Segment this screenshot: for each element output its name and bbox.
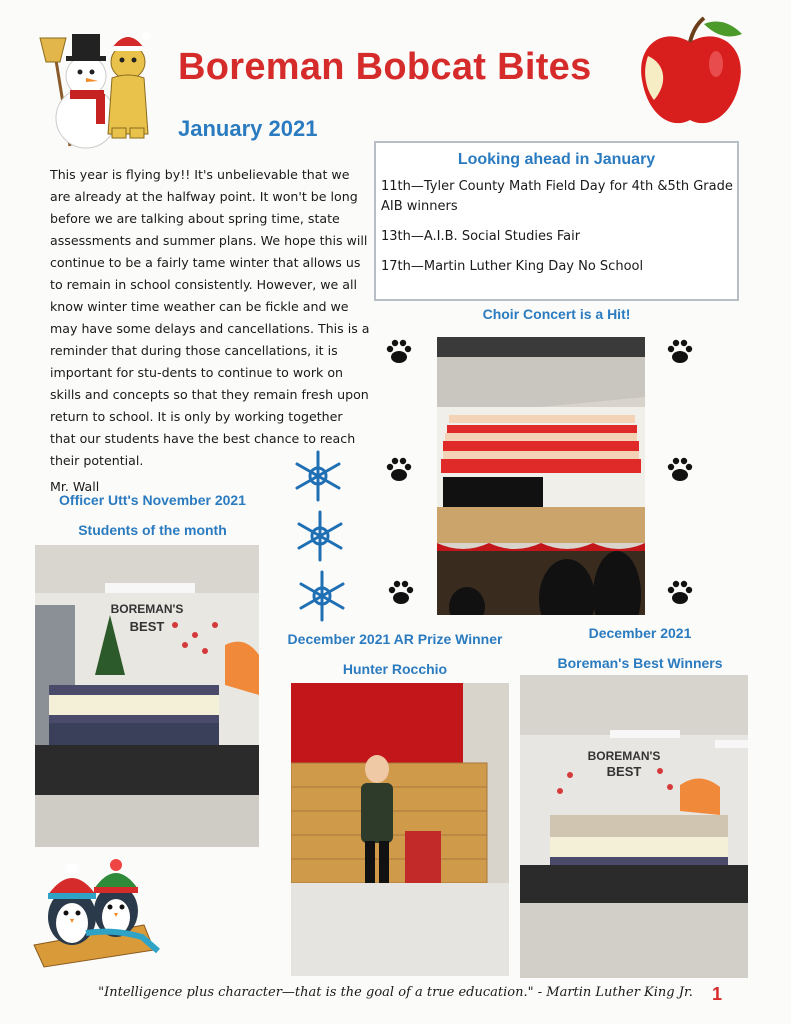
boremans-best-photo <box>520 675 748 978</box>
paw-print-icon <box>665 455 695 485</box>
banner-text: BEST <box>129 619 165 634</box>
lookahead-item: 13th—A.I.B. Social Studies Fair <box>381 229 581 244</box>
paw-print-icon <box>665 578 695 608</box>
ar-heading: December 2021 AR Prize Winner <box>287 631 503 647</box>
banner-text: BOREMAN'S <box>110 602 184 616</box>
lookahead-heading: Looking ahead in January <box>457 151 656 168</box>
lookahead-box <box>374 141 739 301</box>
choir-concert-photo <box>437 337 645 615</box>
page-number: 1 <box>712 984 723 1004</box>
banner-text: BEST <box>606 764 642 779</box>
banner-text: BOREMAN'S <box>587 749 661 763</box>
intro-signature: Mr. Wall <box>50 479 100 494</box>
lookahead-item: 11th—Tyler County Math Field Day for 4th &5th Grade AIB winners <box>381 179 733 214</box>
mlk-quote: "Intelligence plus character—that is the goal of a true education." - Martin Luther King Jr. <box>98 985 693 1000</box>
officer-heading: Officer Utt's November 2021 <box>59 492 246 508</box>
paw-print-icon <box>386 578 416 608</box>
choir-heading: Choir Concert is a Hit! <box>482 306 631 322</box>
best-subheading: Boreman's Best Winners <box>557 655 723 671</box>
intro-body: This year is flying by!! It's unbelievable that we are already at the halfway point. It won't be long before we are talking about spring time, state assessments and summer plans. We hope this will continue to be a fairly tame winter that allows us to remain in school consistently. However, we all know winter time weather can be fickle and we may have some delays and cancellations. This is a reminder that during those cancellations, it is important for stu-dents to continue to work on skills and concepts so that they remain fresh upon return to school. It is only by working together that our students have the best chance to reach their potential. <box>50 167 370 468</box>
best-heading: December 2021 <box>588 625 692 641</box>
newsletter-title: Boreman Bobcat Bites <box>178 46 592 88</box>
officer-subheading: Students of the month <box>78 522 227 538</box>
ar-winner-name: Hunter Rocchio <box>342 661 448 677</box>
apple-clipart <box>632 12 750 134</box>
issue-date: January 2021 <box>178 116 318 141</box>
students-of-month-photo <box>35 545 259 847</box>
lookahead-item: 17th—Martin Luther King Day No School <box>381 259 644 274</box>
paw-print-icon <box>384 337 414 367</box>
paw-print-icon <box>384 455 414 485</box>
snowman-bobcat-clipart <box>26 18 161 153</box>
penguins-sled-clipart <box>24 855 164 975</box>
paw-print-icon <box>665 337 695 367</box>
snowflake-icon <box>292 508 348 564</box>
snowflake-icon <box>294 568 350 624</box>
ar-winner-photo <box>291 683 509 976</box>
snowflake-icon <box>290 448 346 504</box>
